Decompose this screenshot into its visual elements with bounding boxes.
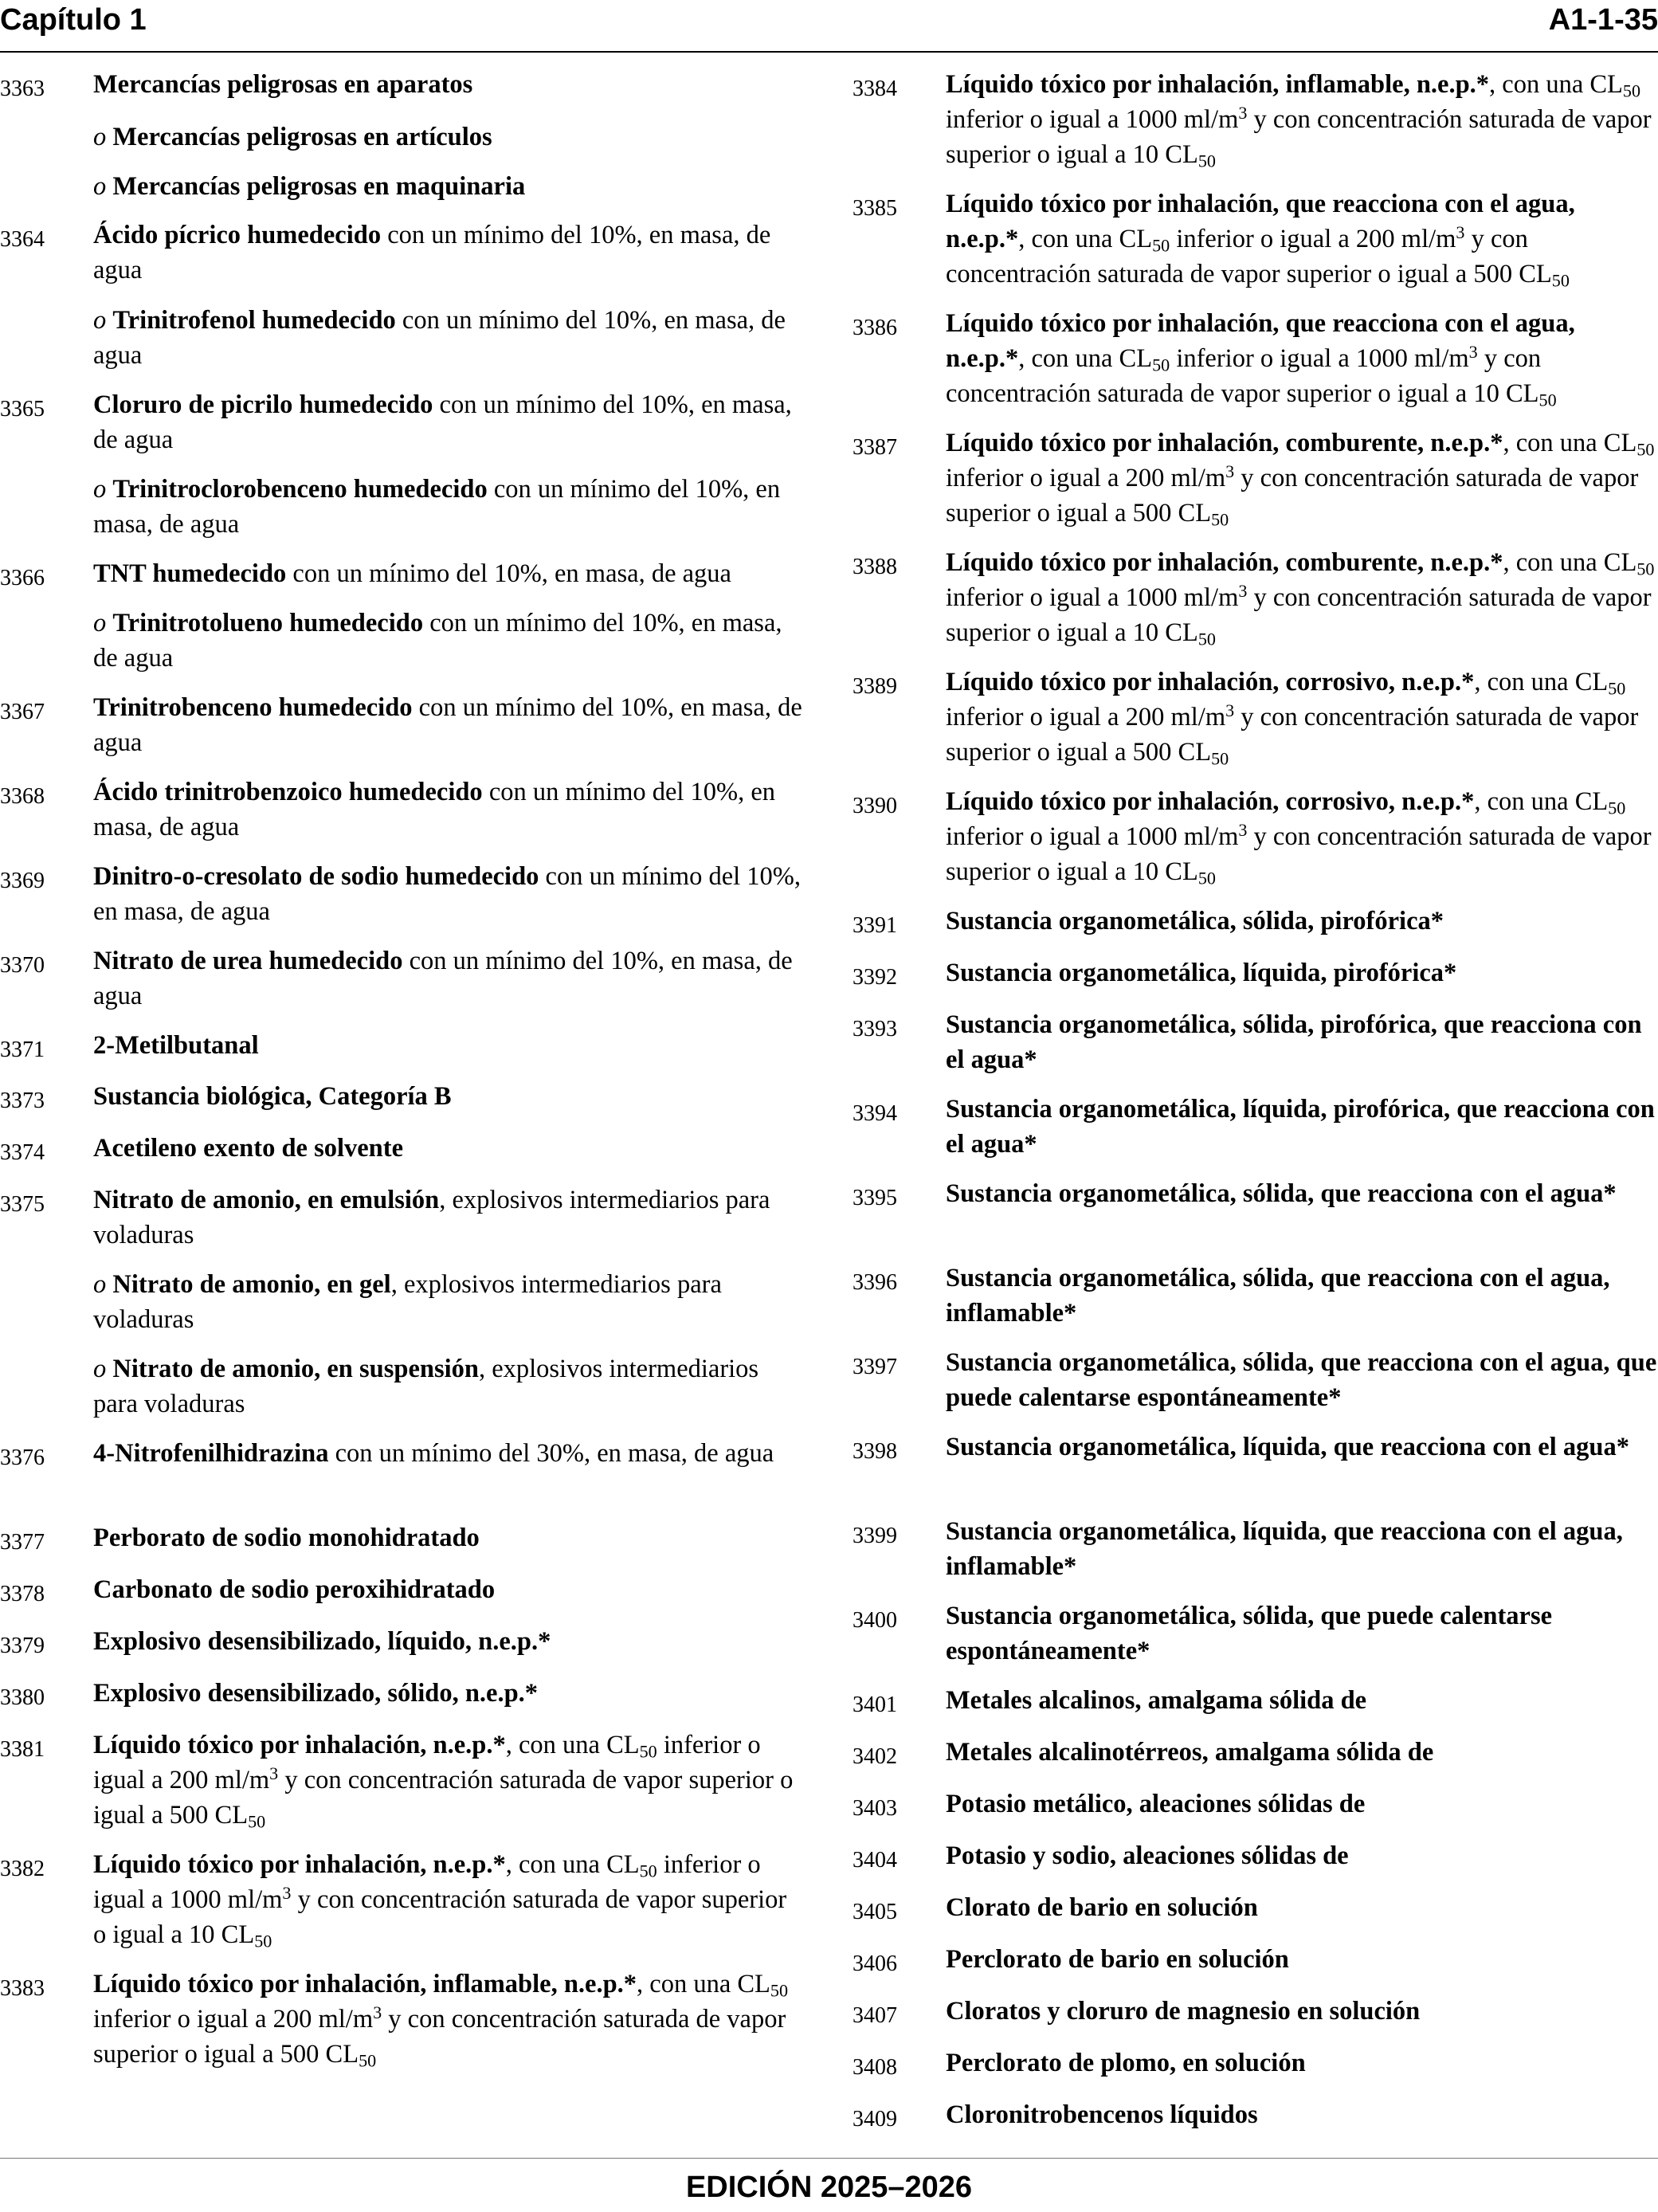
entry-description: Mercancías peligrosas en aparatos [93,70,473,99]
entry-description: 4-Nitrofenilhidrazina con un mínimo del 30%, en masa, de agua [93,1439,774,1468]
un-entry [853,1261,1657,1331]
un-entry [853,784,1657,889]
entry-description: Cloratos y cloruro de magnesio en solución [946,1997,1421,2026]
un-entry [0,387,805,457]
un-entry-alternate-name [0,1267,805,1337]
chapter-title: Capítulo 1 [0,3,147,37]
entry-description: o Trinitrofenol humedecido con un mínimo del 10%, en masa, de agua [93,306,786,370]
un-number: 3363 [0,76,45,101]
entry-description: Trinitrobenceno humedecido con un mínimo del 10%, en masa, de agua [93,693,802,757]
edition-footer: EDICIÓN 2025–2026 [685,2171,973,2204]
un-number: 3399 [853,1524,897,1548]
un-entry-alternate-name [0,169,805,204]
un-number: 3401 [853,1692,897,1717]
un-number: 3368 [0,784,45,809]
entry-description: Metales alcalinos, amalgama sólida de [946,1686,1367,1715]
un-entry [853,1890,1657,1925]
entry-description: 2-Metilbutanal [93,1031,259,1060]
un-entry [0,1572,805,1607]
un-entry [853,1942,1657,1977]
footer-divider [0,2158,1658,2159]
un-entry [853,1176,1657,1211]
entry-description: Acetileno exento de solvente [93,1134,404,1163]
un-entry [0,859,805,929]
un-entry [0,218,805,288]
entry-description: o Mercancías peligrosas en artículos [93,123,492,151]
entry-description: Cloronitrobencenos líquidos [946,2100,1258,2129]
un-entry [0,1847,805,1952]
un-entry [853,955,1657,990]
entry-description: Dinitro-o-cresolato de sodio humedecido con un mínimo del 10%, en masa, de agua [93,862,801,926]
un-entry [0,1728,805,1833]
un-number: 3392 [853,965,897,990]
un-number: 3375 [0,1192,45,1217]
un-entry [853,1345,1657,1415]
un-number: 3396 [853,1270,897,1295]
un-entry [0,1131,805,1166]
un-number: 3377 [0,1530,45,1555]
un-number: 3393 [853,1017,897,1041]
page-header [0,0,1658,53]
un-entry [853,306,1657,411]
entry-description: Cloruro de picrilo humedecido con un mínimo del 10%, en masa, de agua [93,390,792,454]
un-number: 3388 [853,555,897,579]
un-number: 3390 [853,794,897,818]
entry-description: Carbonato de sodio peroxihidratado [93,1575,496,1604]
un-number: 3382 [0,1857,45,1881]
un-number: 3374 [0,1140,45,1165]
un-number: 3385 [853,196,897,221]
entry-description: Nitrato de amonio, en emulsión, explosivos intermediarios para voladuras [93,1186,770,1249]
un-number: 3370 [0,953,45,978]
entry-description: Perclorato de bario en solución [946,1945,1289,1974]
entry-description: o Trinitrotolueno humedecido con un mínimo del 10%, en masa, de agua [93,609,782,673]
un-number: 3366 [0,566,45,590]
entry-description: Líquido tóxico por inhalación, que reacciona con el agua, n.e.p.*, con una $CL_{50}$ inferior o igual a 200 $ml/m^3$ y con concentración saturada de vapor superior o igual a 500 $CL_{50}$ [946,190,1575,291]
un-entry [0,1079,805,1114]
un-entry [0,1967,805,2072]
entry-description: Sustancia biológica, Categoría B [93,1082,452,1111]
entry-description: Sustancia organometálica, sólida, pirofórica, que reacciona con el agua* [946,1010,1642,1074]
un-number: 3402 [853,1744,897,1769]
entry-description: Explosivo desensibilizado, líquido, n.e.p.* [93,1627,551,1656]
un-entry [0,556,805,591]
un-number: 3405 [853,1900,897,1924]
un-entry-alternate-name [0,303,805,373]
un-entry [0,1676,805,1711]
un-entry [0,67,805,102]
entry-description: Perclorato de plomo, en solución [946,2049,1306,2077]
un-entry [0,1028,805,1063]
un-entry [853,1598,1657,1669]
un-entry-alternate-name [0,472,805,542]
un-entry [853,1430,1657,1465]
un-number: 3394 [853,1101,897,1126]
un-number: 3386 [853,316,897,340]
un-entry [853,426,1657,531]
entry-description: Líquido tóxico por inhalación, comburente, n.e.p.*, con una $CL_{50}$ inferior o igual a 1000 $ml/m^3$ y con concentración saturada de vapor superior o igual a 10 $CL_{50}$ [946,548,1655,649]
un-entry [853,1994,1657,2029]
entry-description: Sustancia organometálica, líquida, que reacciona con el agua* [946,1433,1629,1461]
un-number: 3364 [0,227,45,252]
un-number: 3406 [853,1951,897,1976]
entry-description: Sustancia organometálica, sólida, que reacciona con el agua, inflamable* [946,1264,1610,1328]
un-entry-alternate-name [0,606,805,676]
entry-description: o Nitrato de amonio, en suspensión, explosivos intermediarios para voladuras [93,1355,759,1418]
entry-description: Sustancia organometálica, sólida, que reacciona con el agua* [946,1179,1617,1208]
un-entry [0,1520,805,1555]
un-entry-alternate-name [0,120,805,155]
entry-description: TNT humedecido con un mínimo del 10%, en masa, de agua [93,559,731,588]
entry-description: Sustancia organometálica, líquida, pirofórica, que reacciona con el agua* [946,1095,1655,1159]
un-entry [0,1182,805,1253]
entry-description: Clorato de bario en solución [946,1893,1258,1922]
entry-description: Perborato de sodio monohidratado [93,1524,480,1552]
un-number: 3403 [853,1796,897,1821]
un-entry [853,1514,1657,1584]
entry-description: Líquido tóxico por inhalación, que reacciona con el agua, n.e.p.*, con una $CL_{50}$ inferior o igual a 1000 $ml/m^3$ y con concentración saturada de vapor superior o igual a 10 $CL_{50}$ [946,309,1575,410]
un-entry [853,1838,1657,1873]
un-entry [853,1683,1657,1718]
un-entry [0,1436,805,1471]
un-entry [853,665,1657,770]
un-number: 3404 [853,1848,897,1873]
entry-description: Ácido trinitrobenzoico humedecido con un mínimo del 10%, en masa, de agua [93,778,776,841]
entry-description: o Trinitroclorobenceno humedecido con un mínimo del 10%, en masa, de agua [93,475,781,539]
entry-description: Líquido tóxico por inhalación, inflamable, n.e.p.*, con una $CL_{50}$ inferior o igual a 1000 $ml/m^3$ y con concentración saturada de vapor superior o igual a 10 $CL_{50}$ [946,70,1652,171]
un-number: 3408 [853,2055,897,2080]
un-entry [853,67,1657,172]
entry-description: Líquido tóxico por inhalación, n.e.p.*, con una $CL_{50}$ inferior o igual a 1000 $ml/m^3$ y con concentración saturada de vapor superior o igual a 10 $CL_{50}$ [93,1850,787,1951]
un-entry [853,2097,1657,2132]
un-entry [853,545,1657,650]
un-number: 3397 [853,1355,897,1379]
un-number: 3381 [0,1737,45,1762]
un-number: 3367 [0,700,45,724]
un-entry [0,775,805,845]
un-number: 3398 [853,1439,897,1464]
un-number: 3369 [0,869,45,893]
un-entry-alternate-name [0,1351,805,1422]
entry-description: Sustancia organometálica, líquida, pirofórica* [946,959,1457,987]
entry-description: Líquido tóxico por inhalación, corrosivo, n.e.p.*, con una $CL_{50}$ inferior o igual a 1000 $ml/m^3$ y con concentración saturada de vapor superior o igual a 10 $CL_{50}$ [946,787,1652,888]
un-entry [853,1007,1657,1077]
un-number: 3379 [0,1634,45,1658]
un-number: 3389 [853,674,897,699]
entry-description: Potasio metálico, aleaciones sólidas de [946,1790,1366,1818]
entry-description: Ácido pícrico humedecido con un mínimo del 10%, en masa, de agua [93,221,771,284]
entry-description: Líquido tóxico por inhalación, comburente, n.e.p.*, con una $CL_{50}$ inferior o igual a 200 $ml/m^3$ y con concentración saturada de vapor superior o igual a 500 $CL_{50}$ [946,429,1655,530]
entry-description: Nitrato de urea humedecido con un mínimo del 10%, en masa, de agua [93,947,793,1010]
un-entry [0,1624,805,1659]
un-number: 3365 [0,397,45,422]
un-number: 3371 [0,1037,45,1062]
un-number: 3407 [853,2003,897,2028]
entry-description: Potasio y sodio, aleaciones sólidas de [946,1841,1349,1870]
un-number: 3395 [853,1186,897,1210]
entry-description: Sustancia organometálica, sólida, que puede calentarse espontáneamente* [946,1602,1553,1665]
entry-description: Líquido tóxico por inhalación, corrosivo, n.e.p.*, con una $CL_{50}$ inferior o igual a 200 $ml/m^3$ y con concentración saturada de vapor superior o igual a 500 $CL_{50}$ [946,668,1639,769]
un-number: 3380 [0,1685,45,1710]
entry-description: Sustancia organometálica, líquida, que reacciona con el agua, inflamable* [946,1517,1623,1581]
entry-description: Metales alcalinotérreos, amalgama sólida de [946,1738,1434,1767]
un-number: 3409 [853,2107,897,2132]
un-number: 3376 [0,1445,45,1470]
un-entry [0,690,805,760]
entry-description: Líquido tóxico por inhalación, inflamable, n.e.p.*, con una $CL_{50}$ inferior o igual a 200 $ml/m^3$ y con concentración saturada de vapor superior o igual a 500 $CL_{50}$ [93,1970,789,2071]
entry-description: Sustancia organometálica, sólida, que reacciona con el agua, que puede calentarse espontáneamente* [946,1348,1657,1412]
un-entry [0,943,805,1014]
un-entry [853,1735,1657,1770]
entry-description: Líquido tóxico por inhalación, n.e.p.*, con una $CL_{50}$ inferior o igual a 200 $ml/m^3$ y con concentración saturada de vapor superior o igual a 500 $CL_{50}$ [93,1731,794,1832]
entry-description: Sustancia organometálica, sólida, pirofórica* [946,907,1444,935]
un-entry [853,2045,1657,2081]
un-number: 3373 [0,1088,45,1113]
un-number: 3378 [0,1582,45,1606]
page-number: A1-1-35 [1548,3,1658,37]
un-entry [853,1092,1657,1162]
entry-description: o Nitrato de amonio, en gel, explosivos intermediarios para voladuras [93,1270,722,1334]
entry-description: o Mercancías peligrosas en maquinaria [93,172,526,201]
un-number: 3384 [853,76,897,101]
un-entry [853,186,1657,292]
un-number: 3387 [853,435,897,460]
un-number: 3400 [853,1608,897,1633]
un-number: 3383 [0,1976,45,2001]
entry-description: Explosivo desensibilizado, sólido, n.e.p.* [93,1679,539,1708]
un-entry [853,904,1657,939]
un-entry [853,1786,1657,1822]
un-number: 3391 [853,913,897,938]
